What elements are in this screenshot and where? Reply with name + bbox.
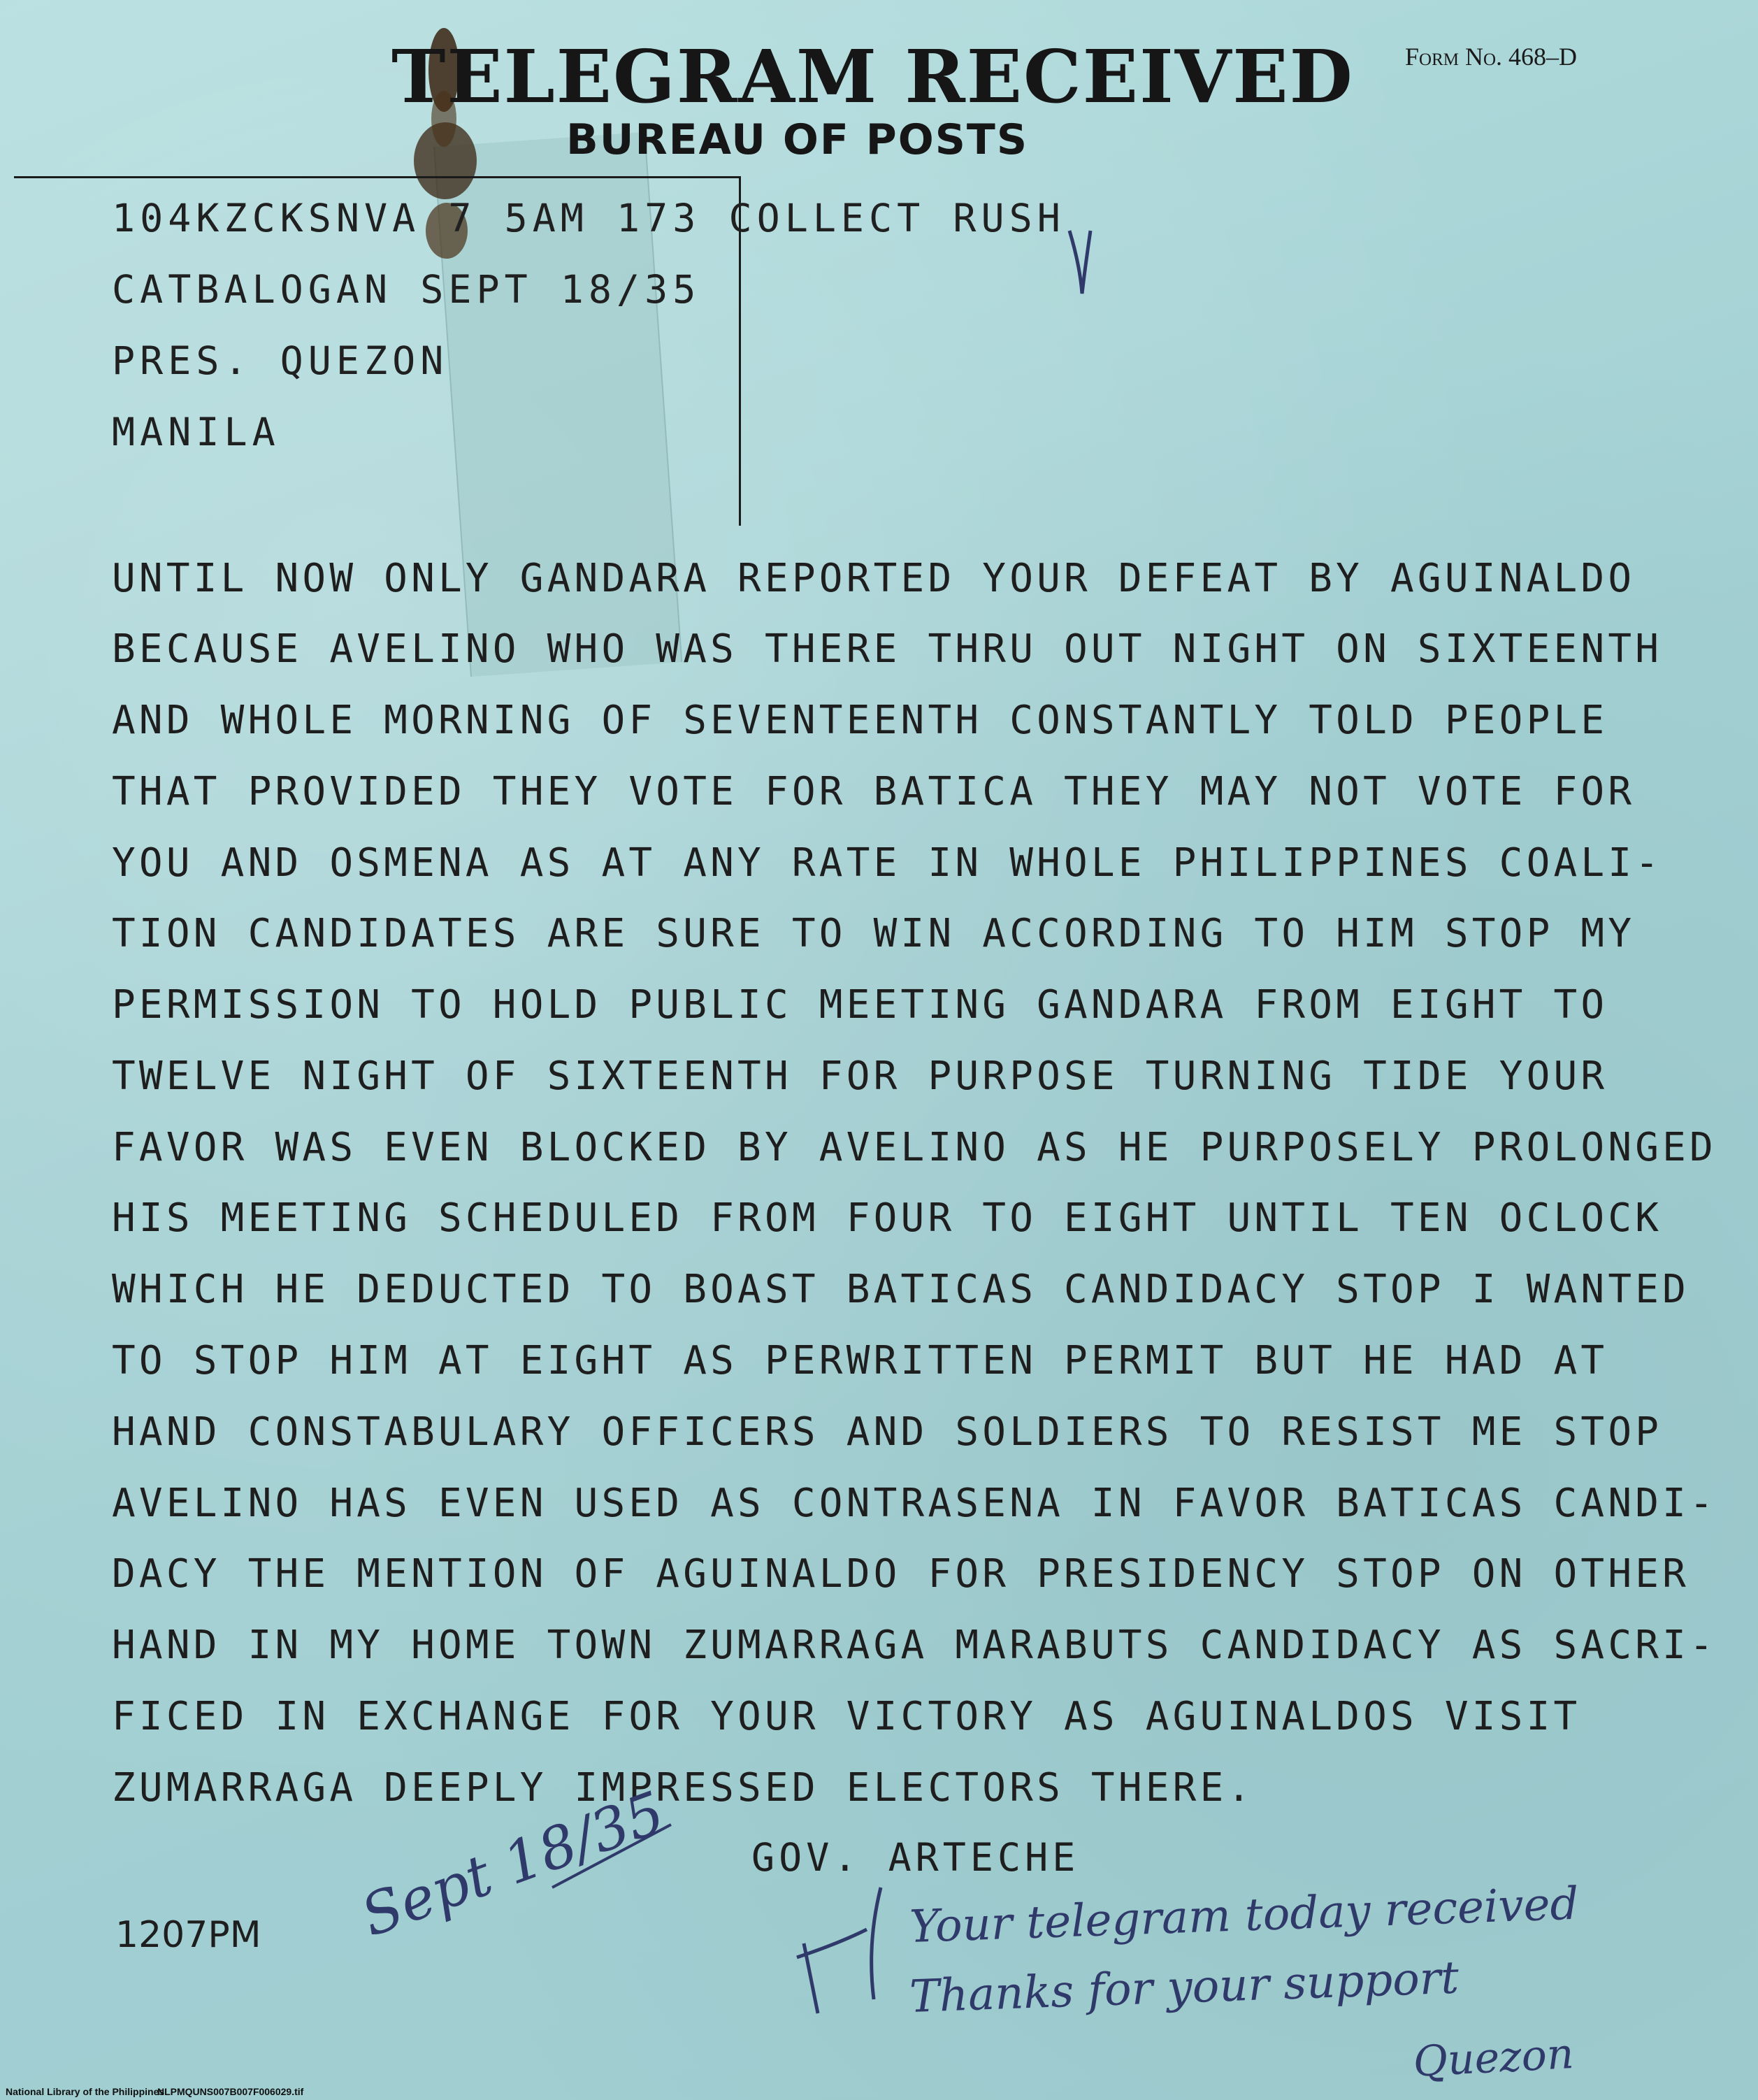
time-received: 1207PM bbox=[115, 1914, 261, 1956]
message-line: TWELVE NIGHT OF SIXTEENTH FOR PURPOSE TURNING TIDE YOUR bbox=[112, 1053, 1608, 1099]
handwritten-reply-line2: Thanks for your support bbox=[909, 1952, 1460, 2023]
handwritten-reply-signature: Quezon bbox=[1412, 2029, 1576, 2087]
message-line: AVELINO HAS EVEN USED AS CONTRASENA IN FAVOR BATICAS CANDI- bbox=[112, 1481, 1717, 1526]
message-line: THAT PROVIDED THEY VOTE FOR BATICA THEY MAY NOT VOTE FOR bbox=[112, 769, 1636, 814]
archive-file-id: NLPMQUNS007B007F006029.tif bbox=[157, 2086, 304, 2097]
handwritten-date: Sept 18/35 bbox=[353, 1779, 673, 1950]
message-line: AND WHOLE MORNING OF SEVENTEENTH CONSTANTLY TOLD PEOPLE bbox=[112, 698, 1608, 743]
sender-signature: GOV. ARTECHE bbox=[751, 1835, 1080, 1880]
message-line: HAND IN MY HOME TOWN ZUMARRAGA MARABUTS CANDIDACY AS SACRI- bbox=[112, 1623, 1717, 1668]
message-line: HAND CONSTABULARY OFFICERS AND SOLDIERS TO RESIST ME STOP bbox=[112, 1409, 1663, 1455]
message-line: ZUMARRAGA DEEPLY IMPRESSED ELECTORS THERE. bbox=[112, 1765, 1255, 1811]
message-line: BECAUSE AVELINO WHO WAS THERE THRU OUT NIGHT ON SIXTEENTH bbox=[112, 626, 1663, 672]
message-line: TION CANDIDATES ARE SURE TO WIN ACCORDING TO HIM STOP MY bbox=[112, 911, 1636, 956]
message-line: FAVOR WAS EVEN BLOCKED BY AVELINO AS HE PURPOSELY PROLONGED bbox=[112, 1125, 1717, 1170]
preamble-line: 104KZCKSNVA 7 5AM 173 COLLECT RUSH bbox=[112, 196, 1065, 240]
message-line: PERMISSION TO HOLD PUBLIC MEETING GANDARA FROM EIGHT TO bbox=[112, 982, 1608, 1028]
message-line: DACY THE MENTION OF AGUINALDO FOR PRESIDENCY STOP ON OTHER bbox=[112, 1551, 1690, 1597]
telegram-title: TELEGRAM RECEIVED bbox=[391, 34, 1354, 120]
message-line: FICED IN EXCHANGE FOR YOUR VICTORY AS AGUINALDOS VISIT bbox=[112, 1694, 1581, 1739]
message-line: UNTIL NOW ONLY GANDARA REPORTED YOUR DEFEAT BY AGUINALDO bbox=[112, 556, 1636, 601]
handwritten-reply-line1: Your telegram today received bbox=[909, 1878, 1580, 1953]
form-number: Form No. 468–D bbox=[1405, 43, 1578, 71]
bureau-heading: BUREAU OF POSTS bbox=[566, 115, 1029, 164]
message-line: YOU AND OSMENA AS AT ANY RATE IN WHOLE PHILIPPINES COALI- bbox=[112, 840, 1663, 886]
message-line: HIS MEETING SCHEDULED FROM FOUR TO EIGHT UNTIL TEN OCLOCK bbox=[112, 1195, 1663, 1241]
preamble-place-date: CATBALOGAN SEPT 18/35 bbox=[112, 267, 701, 312]
preamble-city: MANILA bbox=[112, 410, 280, 454]
message-line: WHICH HE DEDUCTED TO BOAST BATICAS CANDIDACY STOP I WANTED bbox=[112, 1267, 1690, 1312]
message-line: TO STOP HIM AT EIGHT AS PERWRITTEN PERMIT BUT HE HAD AT bbox=[112, 1338, 1608, 1383]
preamble-addressee: PRES. QUEZON bbox=[112, 338, 449, 383]
archive-credit: National Library of the Philippines bbox=[6, 2086, 165, 2097]
